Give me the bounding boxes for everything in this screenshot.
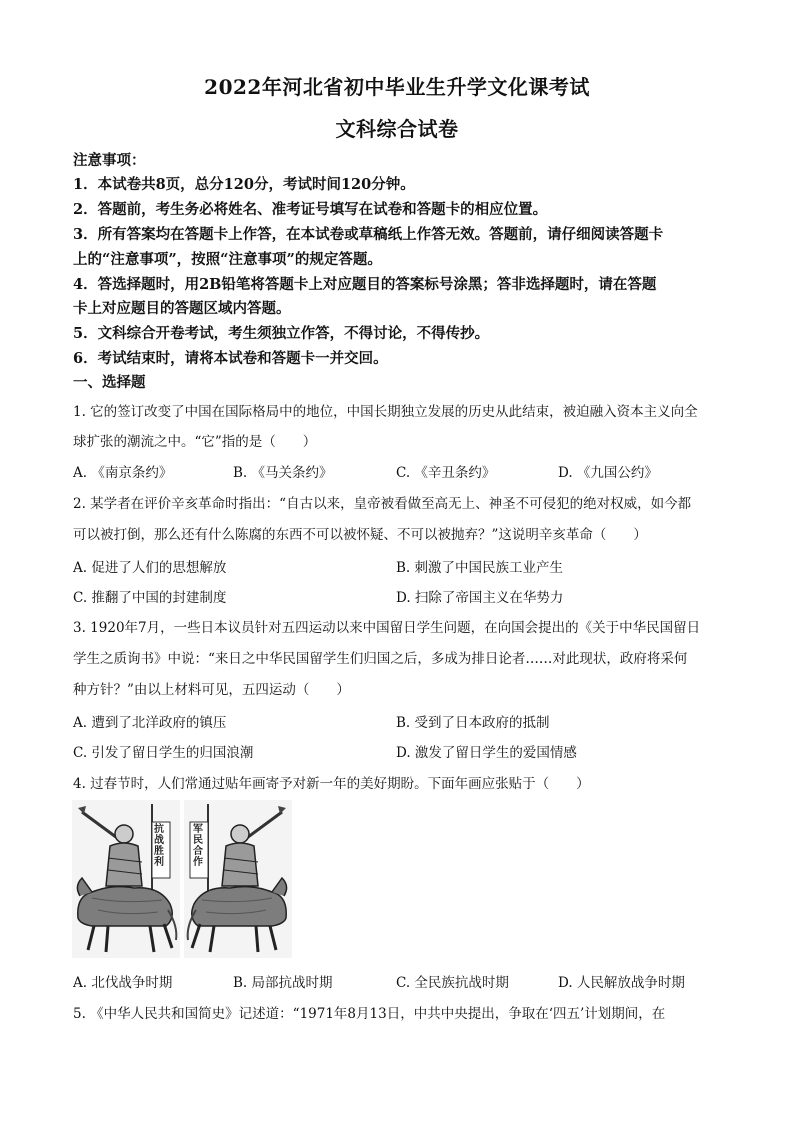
question-4-option-d: D. 人民解放战争时期 <box>558 975 685 991</box>
question-4-line: 4. 过春节时，人们常通过贴年画寄予对新一年的美好期盼。下面年画应张贴于（ ） <box>73 776 590 792</box>
question-2-option-b: B. 刺激了中国民族工业产生 <box>396 560 564 576</box>
question-3-option-b: B. 受到了日本政府的抵制 <box>396 715 550 731</box>
notice-item: 3．所有答案均在答题卡上作答，在本试卷或草稿纸上作答无效。答题前，请仔细阅读答题卡 <box>73 226 664 243</box>
notice-item: 卡上对应题目的答题区域内答题。 <box>73 300 291 317</box>
question-4-option-c: C. 全民族抗战时期 <box>396 975 509 991</box>
section-heading: 一、选择题 <box>73 374 146 391</box>
exam-subtitle: 文科综合试卷 <box>335 117 459 141</box>
exam-title: 2022年河北省初中毕业生升学文化课考试 <box>204 75 590 99</box>
nianhua-label-left: 抗战胜利 <box>154 824 164 868</box>
notice-item: 上的“注意事项”，按照“注意事项”的规定答题。 <box>73 251 382 268</box>
notice-item: 6．考试结束时，请将本试卷和答题卡一并交回。 <box>73 350 388 367</box>
question-5-line: 5. 《中华人民共和国简史》记述道：“1971年8月13日，中共中央提出，争取在‘四五’计划期间，在 <box>73 1006 666 1022</box>
nianhua-label-right: 军民合作 <box>193 824 203 868</box>
question-3-option-c: C. 引发了留日学生的归国浪潮 <box>73 745 254 761</box>
notice-item: 1．本试卷共8页，总分120分，考试时间120分钟。 <box>73 176 415 193</box>
question-2-line: 可以被打倒，那么还有什么陈腐的东西不可以被怀疑、不可以被抛弃？”这说明辛亥革命（ ） <box>73 527 647 543</box>
question-1-option-c: C. 《辛丑条约》 <box>396 465 496 481</box>
question-2-option-d: D. 扫除了帝国主义在华势力 <box>396 590 564 606</box>
notice-item: 5．文科综合开卷考试，考生须独立作答，不得讨论，不得传抄。 <box>73 325 490 342</box>
question-3-option-d: D. 激发了留日学生的爱国情感 <box>396 745 577 761</box>
notice-item: 4．答选择题时，用2B铅笔将答题卡上对应题目的答案标号涂黑；答非选择题时，请在答题 <box>73 276 657 293</box>
notice-item: 2．答题前，考生务必将姓名、准考证号填写在试卷和答题卡的相应位置。 <box>73 201 548 218</box>
question-2-line: 2. 某学者在评价辛亥革命时指出：“自古以来，皇帝被看做至高无上、神圣不可侵犯的绝对权威，如今都 <box>73 496 692 512</box>
question-4-option-a: A. 北伐战争时期 <box>73 975 173 991</box>
notice-heading: 注意事项： <box>73 152 146 169</box>
question-1-option-b: B. 《马关条约》 <box>233 465 333 481</box>
question-1-option-d: D. 《九国公约》 <box>558 465 658 481</box>
question-2-option-c: C. 推翻了中国的封建制度 <box>73 590 227 606</box>
question-2-option-a: A. 促进了人们的思想解放 <box>73 560 227 576</box>
question-1-option-a: A. 《南京条约》 <box>73 465 173 481</box>
question-3-option-a: A. 遭到了北洋政府的镇压 <box>73 715 227 731</box>
question-4-option-b: B. 局部抗战时期 <box>233 975 333 991</box>
question-3-line: 种方针？”由以上材料可见，五四运动（ ） <box>73 682 350 698</box>
question-3-line: 学生之质询书》中说：“来日之中华民国留学生们归国之后，多成为排日论者……对此现状，政府将采何 <box>73 651 688 667</box>
question-1-line: 球扩张的潮流之中。“它”指的是（ ） <box>73 434 317 450</box>
question-3-line: 3. 1920年7月，一些日本议员针对五四运动以来中国留日学生问题，在向国会提出的《关于中华民国留日 <box>73 620 701 636</box>
question-1-line: 1. 它的签订改变了中国在国际格局中的地位，中国长期独立发展的历史从此结束，被迫融入资本主义向全 <box>73 404 698 420</box>
